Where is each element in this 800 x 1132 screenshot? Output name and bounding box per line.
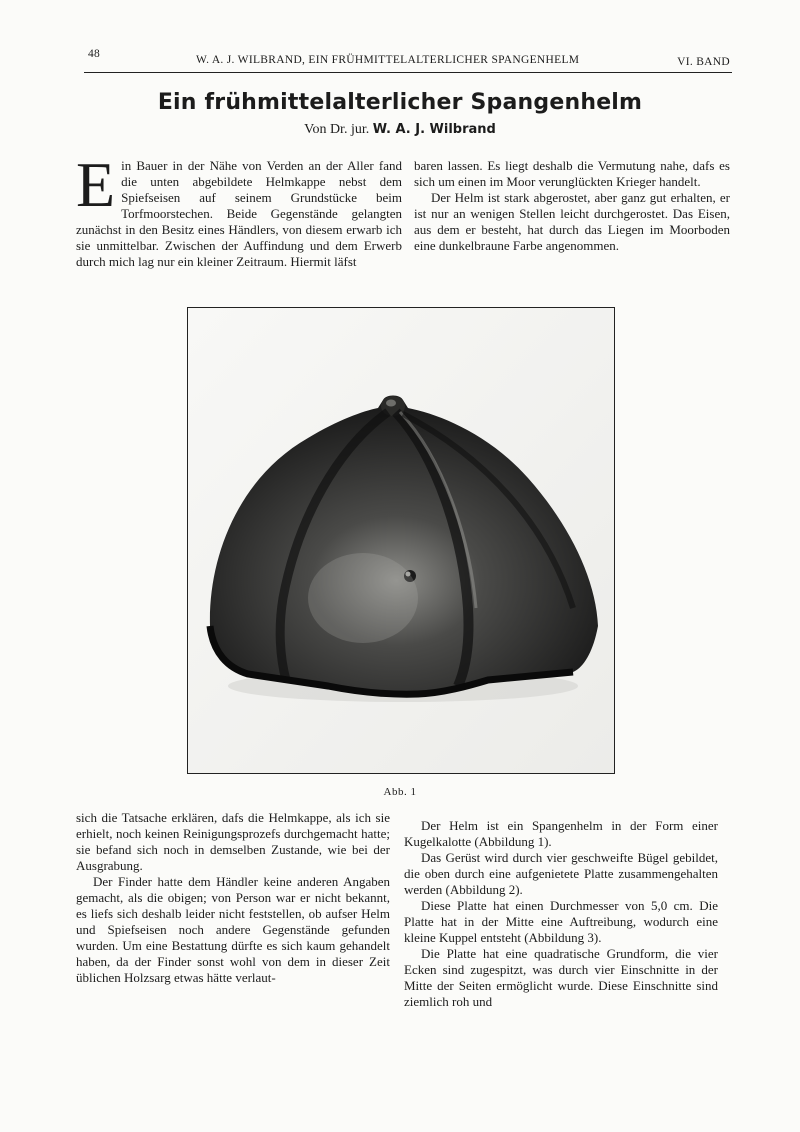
text-column-top-right	[414, 158, 730, 254]
running-head	[84, 46, 732, 73]
paragraph: Das Gerüst wird durch vier geschweifte Bügel gebildet, die oben durch eine aufgenietete Platte zusammengehalten werden (Abbildung 2).	[404, 850, 718, 897]
drop-cap: E	[76, 149, 116, 220]
volume-label: VI. BAND	[677, 56, 730, 68]
paragraph: baren lassen. Es liegt deshalb die Vermutung nahe, dafs es sich um einen im Moor verunglückten Krieger handelt.	[414, 158, 730, 189]
author-name: W. A. J. Wilbrand	[372, 122, 496, 137]
text-column-bottom-right	[404, 818, 718, 1010]
text-column-top-left	[76, 149, 402, 270]
helmet-image	[188, 308, 614, 773]
paragraph: Diese Platte hat einen Durchmesser von 5,0 cm. Die Platte hat in der Mitte eine Auftreibung, wodurch eine kleine Kuppel entsteht (Abbildung 3).	[404, 898, 718, 945]
text-column-bottom-left	[76, 810, 390, 986]
paragraph: sich die Tatsache erklären, dafs die Helmkappe, als ich sie erhielt, noch keinen Reinigungsprozefs durchgemacht hatte; sie befand sich noch in demselben Zustande, wie bei der Ausgrabung.	[76, 810, 390, 873]
figure-caption: Abb. 1	[383, 786, 417, 798]
helmet-photograph	[187, 307, 615, 774]
paragraph: in Bauer in der Nähe von Verden an der Aller fand die unten abgebildete Helmkappe nebst dem Spiefseisen auf seinem Grundstücke beim Torfmoorstechen. Beide Gegenstände gelangten zunächst in den Besitz eines Händlers, von diesem erwarb ich sie unmittelbar. Zwischen der Auffindung und dem Erwerb durch mich lag nur ein kleiner Zeitraum. Hiermit läfst	[76, 158, 402, 269]
paragraph: Der Helm ist stark abgerostet, aber ganz gut erhalten, er ist nur an wenigen Stellen leicht durchgerostet. Das Eisen, aus dem er besteht, hat durch das Liegen im Moorboden eine dunkelbraune Farbe angenommen.	[414, 190, 730, 253]
byline	[0, 122, 800, 138]
paragraph: Der Helm ist ein Spangenhelm in der Form einer Kugelkalotte (Abbildung 1).	[404, 818, 718, 849]
page-number: 48	[88, 48, 101, 60]
paragraph: Die Platte hat eine quadratische Grundform, die vier Ecken sind zugespitzt, was durch vier Einschnitte in der Mitte der Seiten ermöglicht wurde. Diese Einschnitte sind ziemlich roh und	[404, 946, 718, 1009]
article-title: Ein frühmittelalterlicher Spangenhelm	[157, 90, 643, 115]
paragraph: Der Finder hatte dem Händler keine anderen Angaben gemacht, als die obigen; von Person war er nicht bekannt, es liefs sich deshalb leider nicht feststellen, ob aufser Helm und Spiefseisen noch andere Gegenstände gefunden wurden. Um eine Bestattung dürfte es sich kaum gehandelt haben, da der Finder sonst wohl von dem in dieser Zeit üblichen Holzsarg etwas hätte verlaut-	[76, 874, 390, 985]
running-title: W. A. J. WILBRAND, EIN FRÜHMITTELALTERLICHER SPANGENHELM	[196, 54, 580, 66]
byline-prefix: Von Dr. jur.	[304, 122, 370, 137]
